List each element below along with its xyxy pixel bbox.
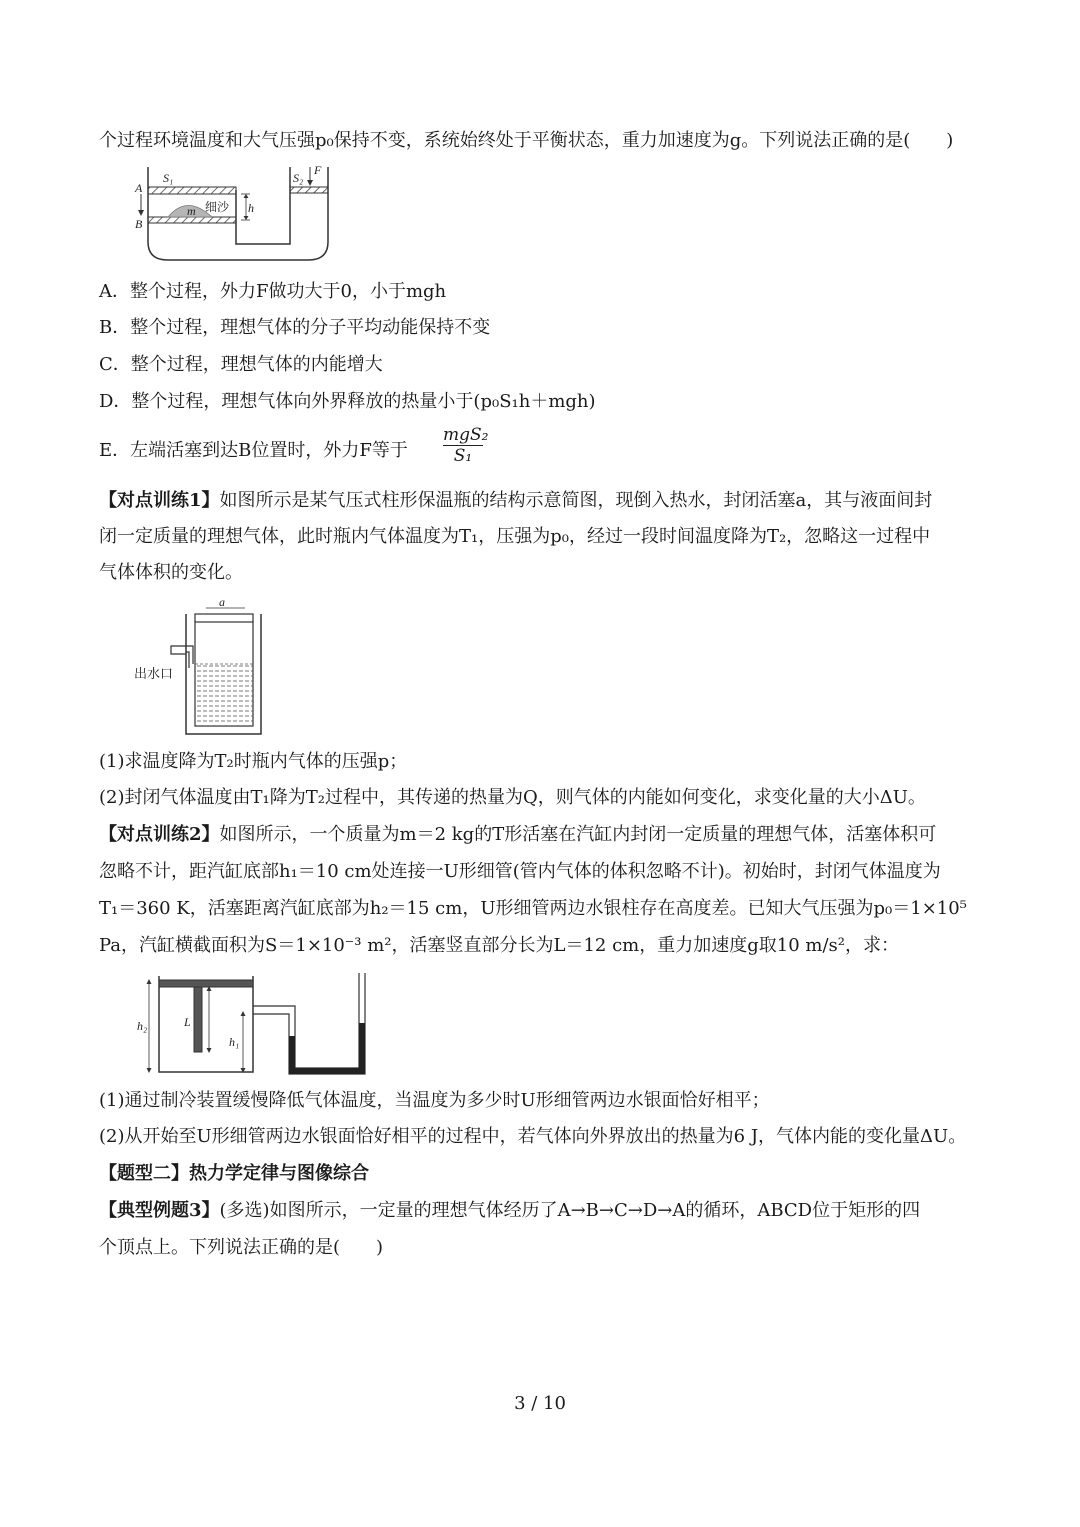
figure-cylinder-pistons — [132, 162, 337, 268]
fraction-denominator: S₁ — [453, 446, 473, 466]
label-h1: h₁ — [229, 1035, 240, 1049]
option-a: A．整个过程，外力F做功大于0，小于mgh — [99, 281, 447, 302]
training1-q2: (2)封闭气体温度由T₁降为T₂过程中，其传递的热量为Q，则气体的内能如何变化，求变化量的大小ΔU。 — [99, 787, 926, 808]
training2-label: 【对点训练2】 — [99, 824, 220, 845]
training1-text1: 如图所示是某气压式柱形保温瓶的结构示意简图，现倒入热水，封闭活塞a，其与液面间封 — [219, 490, 933, 511]
example3-text1: (多选)如图所示，一定量的理想气体经历了A→B→C→D→A的循环，ABCD位于矩形的四 — [219, 1200, 921, 1221]
label-A: A — [135, 181, 143, 195]
option-c: C．整个过程，理想气体的内能增大 — [99, 354, 383, 375]
fraction-numerator: mgS₂ — [443, 425, 489, 445]
training1-line1 — [99, 489, 932, 513]
question-intro: 个过程环境温度和大气压强p₀保持不变，系统始终处于平衡状态，重力加速度为g。下列说法正确的是( ) — [99, 130, 954, 151]
training2-q1: (1)通过制冷装置缓慢降低气体温度，当温度为多少时U形细管两边水银面恰好相平； — [99, 1090, 770, 1111]
training1-q1: (1)求温度降为T₂时瓶内气体的压强p； — [99, 751, 408, 772]
label-S1: S₁ — [163, 171, 174, 185]
figure-thermos — [131, 594, 266, 739]
label-h: h — [248, 201, 254, 215]
example3-line2: 个顶点上。下列说法正确的是( ) — [99, 1237, 384, 1258]
label-L: L — [184, 1015, 191, 1029]
label-S2: S₂ — [293, 171, 304, 185]
training2-text1: 如图所示，一个质量为m＝2 kg的T形活塞在汽缸内封闭一定质量的理想气体，活塞体积可 — [219, 824, 937, 845]
option-b: B．整个过程，理想气体的分子平均动能保持不变 — [99, 317, 491, 338]
label-B: B — [135, 217, 143, 231]
training2-q2: (2)从开始至U形细管两边水银面恰好相平的过程中，若气体向外界放出的热量为6 J，气体内能的变化量ΔU。 — [99, 1126, 967, 1147]
training1-label: 【对点训练1】 — [99, 490, 220, 511]
label-m: m — [187, 204, 196, 218]
training2-line1 — [99, 823, 936, 847]
section2-heading: 【题型二】热力学定律与图像综合 — [99, 1163, 369, 1184]
label-a: a — [219, 595, 225, 609]
label-h2: h₂ — [137, 1019, 148, 1033]
option-e-fraction — [443, 425, 489, 466]
training2-line4: Pa，汽缸横截面积为S＝1×10⁻³ m²，活塞竖直部分长为L＝12 cm，重力加速度g取10 m/s²，求： — [99, 935, 899, 956]
training2-line3: T₁＝360 K，活塞距离汽缸底部为h₂＝15 cm，U形细管两边水银柱存在高度差。已知大气压强为p₀＝1×10⁵ — [99, 898, 967, 919]
option-e: E．左端活塞到达B位置时，外力F等于 — [99, 440, 408, 461]
training2-line2: 忽略不计，距汽缸底部h₁＝10 cm处连接一U形细管(管内气体的体积忽略不计)。初始时，封闭气体温度为 — [99, 861, 941, 882]
label-outlet: 出水口 — [134, 666, 174, 681]
training1-line3: 气体体积的变化。 — [99, 562, 243, 583]
example3-label: 【典型例题3】 — [99, 1200, 220, 1221]
figure-t-piston-u-tube — [131, 968, 367, 1078]
label-F: F — [314, 163, 322, 177]
label-sand: 细沙 — [205, 200, 230, 214]
option-d: D．整个过程，理想气体向外界释放的热量小于(p₀S₁h＋mgh) — [99, 391, 596, 412]
example3-line1 — [99, 1199, 920, 1223]
page-number: 3 / 10 — [514, 1393, 566, 1414]
training1-line2: 闭一定质量的理想气体，此时瓶内气体温度为T₁，压强为p₀，经过一段时间温度降为T₂，忽略这一过程中 — [99, 526, 931, 547]
